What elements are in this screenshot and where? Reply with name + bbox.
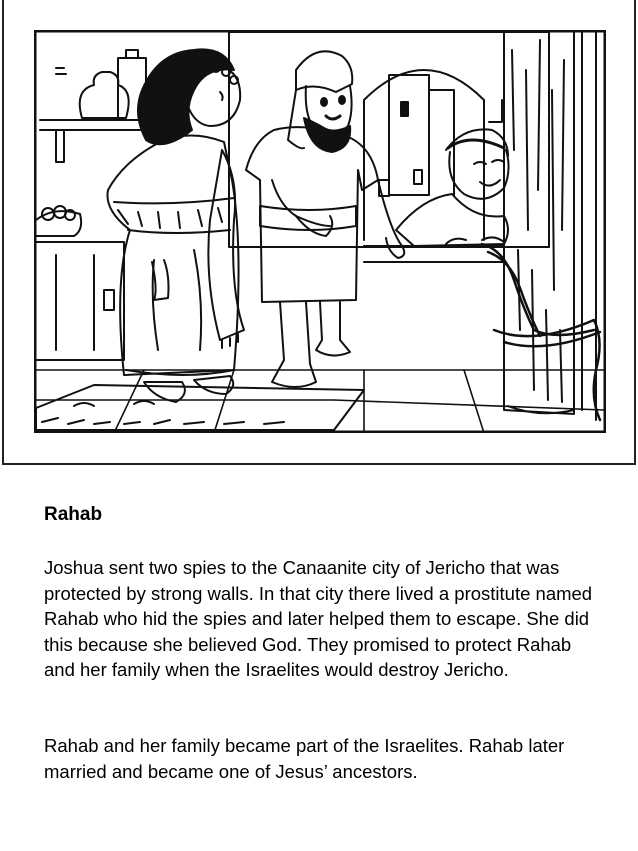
rahab-and-spies-illustration <box>34 30 606 433</box>
rug <box>36 385 364 430</box>
spy-standing <box>246 51 404 387</box>
floor <box>36 370 604 433</box>
story-paragraph-1: Joshua sent two spies to the Canaanite city of Jericho that was protected by strong walls. In that city there lived a prostitute named Rahab who hid the spies and later helped them to escape. She did this because she believed God. They promised to protect Rahab and her family when the Israelites would destroy Jericho. <box>44 557 593 680</box>
story-paragraph-2: Rahab and her family became part of the Israelites. Rahab later married and became one of Jesus’ ancestors. <box>44 735 565 782</box>
window-sill <box>364 246 504 262</box>
story-title: Rahab <box>44 504 103 525</box>
table-with-bowl <box>36 206 124 360</box>
window-with-city-view <box>229 32 549 247</box>
illustration-border <box>35 31 605 432</box>
spy-peeking <box>396 129 509 246</box>
